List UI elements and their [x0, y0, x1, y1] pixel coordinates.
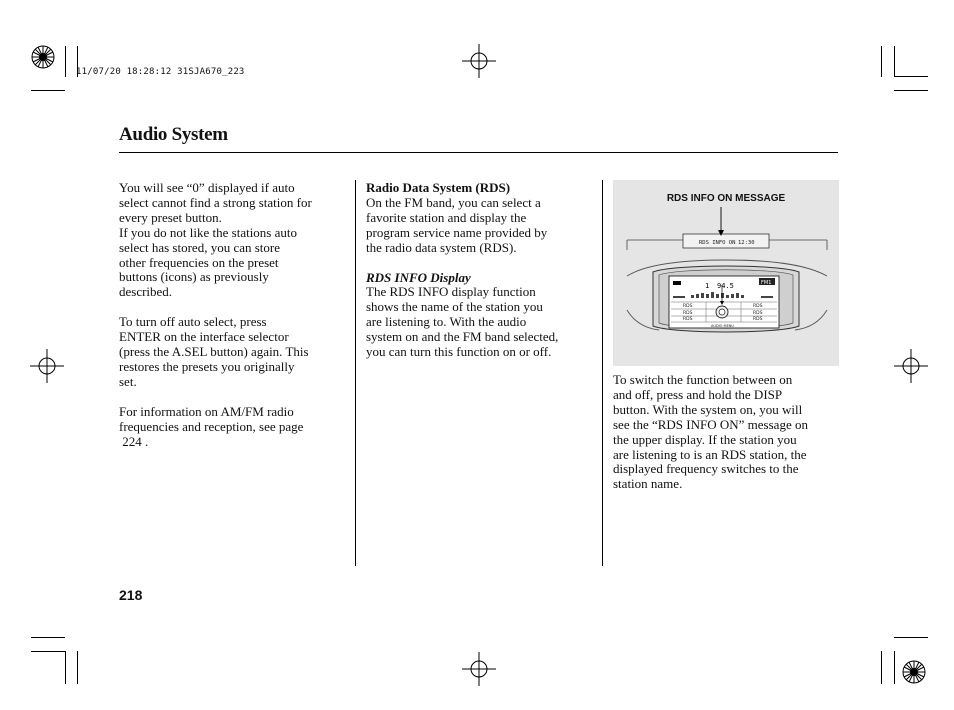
text-line: The RDS INFO display function: [366, 284, 536, 300]
text-line: see the “RDS INFO ON” message on: [613, 416, 808, 432]
text-line: select cannot find a strong station for: [119, 194, 312, 210]
section-heading: Radio Data System (RDS): [366, 180, 511, 195]
more-info-paragraph: [119, 405, 351, 450]
text-line: favorite station and display the: [366, 209, 527, 225]
text-line: described.: [119, 284, 173, 300]
left-column: [119, 181, 351, 450]
audio-unit-illustration: [613, 180, 839, 366]
text-line: the radio data system (RDS).: [366, 239, 517, 255]
print-timestamp: 11/07/20 18:28:12 31SJA670_223: [76, 67, 245, 77]
text-line: displayed frequency switches to the: [613, 461, 799, 477]
screen-footer: AUDIO MENU: [711, 324, 734, 328]
preset-cell: RDS: [753, 317, 763, 322]
text-line: On the FM band, you can select a: [366, 194, 541, 210]
column-divider: [602, 180, 603, 566]
text-line: system on and the FM band selected,: [366, 329, 559, 345]
text-line: You will see “0” displayed if auto: [119, 180, 295, 195]
text-line: ENTER on the interface selector: [119, 329, 289, 345]
upper-display-time: 12:30: [738, 240, 755, 246]
preset-cell: RDS: [753, 304, 763, 309]
text-line: shows the name of the station you: [366, 299, 543, 315]
text-line: To turn off auto select, press: [119, 314, 267, 330]
text-line: other frequencies on the preset: [119, 254, 279, 270]
text-line: For information on AM/FM radio: [119, 403, 294, 419]
registration-starburst-icon: [31, 45, 55, 69]
column-divider: [355, 180, 356, 566]
preset-cell: RDS: [683, 317, 693, 322]
text-line: (press the A.SEL button) again. This: [119, 344, 309, 360]
right-column-text: [613, 373, 849, 492]
text-line: every preset button.: [119, 209, 222, 225]
title-rule: [119, 152, 838, 153]
text-line: set.: [119, 373, 137, 389]
subsection-heading: RDS INFO Display: [366, 269, 471, 285]
text-line: station name.: [613, 476, 683, 492]
registration-starburst-icon: [902, 660, 926, 684]
text-line: are listening to is an RDS station, the: [613, 446, 807, 462]
page-title: Audio System: [119, 124, 228, 145]
registration-crosshair-icon: [462, 652, 496, 686]
turn-off-paragraph: [119, 315, 351, 390]
text-line: frequencies and reception, see page: [119, 418, 304, 434]
registration-crosshair-icon: [30, 349, 64, 383]
text-line: To switch the function between on: [613, 372, 793, 387]
screen-band: FM1: [761, 280, 772, 286]
page-number: 218: [119, 587, 143, 603]
preset-cell: RDS: [683, 311, 693, 316]
registration-crosshair-icon: [462, 44, 496, 78]
text-line: are listening to. With the audio: [366, 314, 527, 330]
registration-crosshair-icon: [894, 349, 928, 383]
upper-display-text: RDS INFO ON: [699, 240, 736, 246]
text-line: restores the presets you originally: [119, 358, 295, 374]
preset-cell: RDS: [753, 311, 763, 316]
text-line: If you do not like the stations auto: [119, 224, 298, 240]
text-line: program service name provided by: [366, 224, 548, 240]
text-line: the upper display. If the station you: [613, 431, 797, 447]
page-reference-link[interactable]: 224 .: [119, 433, 149, 449]
screen-preset: 1: [705, 282, 710, 290]
auto-select-paragraph: [119, 181, 351, 300]
text-line: and off, press and hold the DISP: [613, 386, 783, 402]
middle-column: [366, 181, 598, 360]
text-line: button. With the system on, you will: [613, 401, 803, 417]
preset-cell: RDS: [683, 304, 693, 309]
figure-label: RDS INFO ON MESSAGE: [666, 193, 786, 204]
text-line: select has stored, you can store: [119, 239, 281, 255]
text-line: you can turn this function on or off.: [366, 344, 552, 360]
screen-frequency: 94.5: [717, 282, 734, 290]
text-line: buttons (icons) as previously: [119, 269, 269, 285]
